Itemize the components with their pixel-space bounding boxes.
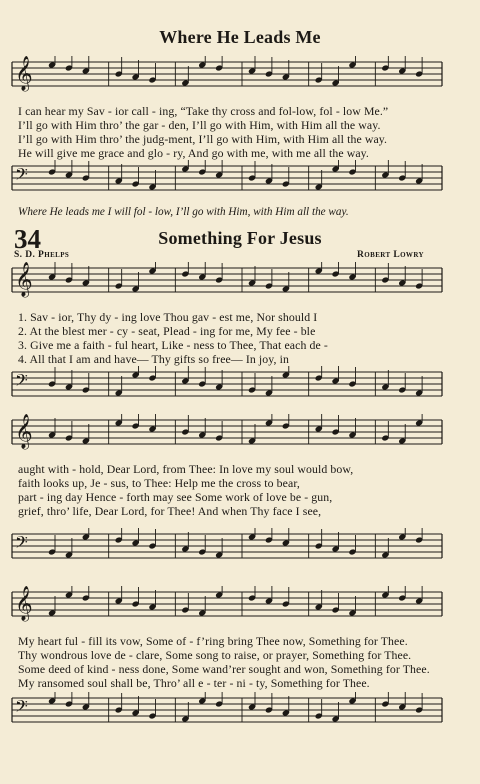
hymn2-system2-line-1: aught with - hold, Dear Lord, from Thee: In love my soul would bow,: [18, 462, 354, 476]
hymn-author: S. D. Phelps: [14, 250, 70, 260]
hymn2-system2-lyrics: [18, 462, 438, 518]
hymn2-system3-line-4: My ransomed soul shall be, Thro’ all e - ter - ni - ty, Something for Thee.: [18, 676, 370, 690]
hymn2-system3-line-3: Some deed of kind - ness done, Some wand’rer sought and won, Something for Thee.: [18, 662, 430, 676]
hymn1-stanza-line-2: I’ll go with Him thro’ the gar - den, I’ll go with Him, with Him all the way.: [18, 118, 381, 132]
svg-text:𝄢: 𝄢: [15, 696, 28, 720]
hymn2-system2-line-4: grief, thro’ life, Dear Lord, for Thee! And when Thy face I see,: [18, 504, 322, 518]
hymn2-system1-lyrics: [18, 310, 438, 366]
hymn-title-where-he-leads-me: Where He Leads Me: [159, 27, 321, 47]
music-staff-treble-4: [0, 586, 480, 630]
hymn-number: 34: [14, 224, 41, 254]
hymn2-system2-line-2: faith looks up, Je - sus, to Thee: Help me the cross to bear,: [18, 476, 300, 490]
music-staff-treble-2: [0, 262, 480, 306]
music-staff-bass-2: [0, 366, 480, 410]
hymn2-system1-line-4: 4. All that I am and have— Thy gifts so free— In joy, in: [18, 352, 289, 366]
svg-text:𝄞: 𝄞: [15, 56, 33, 91]
hymn2-system3-line-2: Thy wondrous love de - clare, Some song to raise, or prayer, Something for Thee.: [18, 648, 412, 662]
hymn1-stanza-line-3: I’ll go with Him thro’ the judg-ment, I’ll go with Him, with Him all the way.: [18, 132, 388, 146]
hymn1-stanza-line-1: I can hear my Sav - ior call - ing, “Take thy cross and fol-low, fol - low Me.”: [18, 104, 389, 118]
svg-text:𝄞: 𝄞: [15, 586, 33, 621]
hymn2-system1-line-2: 2. At the blest mer - cy - seat, Plead - ing for me, My fee - ble: [18, 324, 316, 338]
music-staff-bass-3: [0, 528, 480, 572]
music-staff-treble-1: [0, 56, 480, 100]
hymn2-system2-line-3: part - ing day Hence - forth may see Some work of love be - gun,: [18, 490, 333, 504]
music-staff-bass-1: [0, 160, 480, 204]
hymn2-system1-line-3: 3. Give me a faith - ful heart, Like - ness to Thee, That each de -: [18, 338, 328, 352]
hymn2-system1-line-1: 1. Sav - ior, Thy dy - ing love Thou gav - est me, Nor should I: [18, 310, 318, 324]
hymn-title-something-for-jesus: Something For Jesus: [158, 228, 322, 248]
svg-text:𝄢: 𝄢: [15, 164, 28, 188]
hymn2-system3-line-1: My heart ful - fill its vow, Some of - f’ring bring Thee now, Something for Thee.: [18, 634, 408, 648]
svg-text:𝄞: 𝄞: [15, 262, 33, 297]
svg-text:𝄢: 𝄢: [15, 370, 28, 394]
music-staff-bass-4: [0, 692, 480, 736]
hymn2-system3-lyrics: [18, 634, 438, 690]
svg-text:𝄢: 𝄢: [15, 532, 28, 556]
hymn1-refrain-text: Where He leads me I will fol - low, I’ll go with Him, with Him all the way.: [18, 206, 349, 218]
music-staff-treble-3: [0, 414, 480, 458]
hymn1-stanza-line-4: He will give me grace and glo - ry, And go with me, with me all the way.: [18, 146, 369, 160]
hymn1-stanzas: [18, 104, 438, 160]
svg-text:𝄞: 𝄞: [15, 414, 33, 449]
hymn-composer: Robert Lowry: [357, 250, 424, 260]
